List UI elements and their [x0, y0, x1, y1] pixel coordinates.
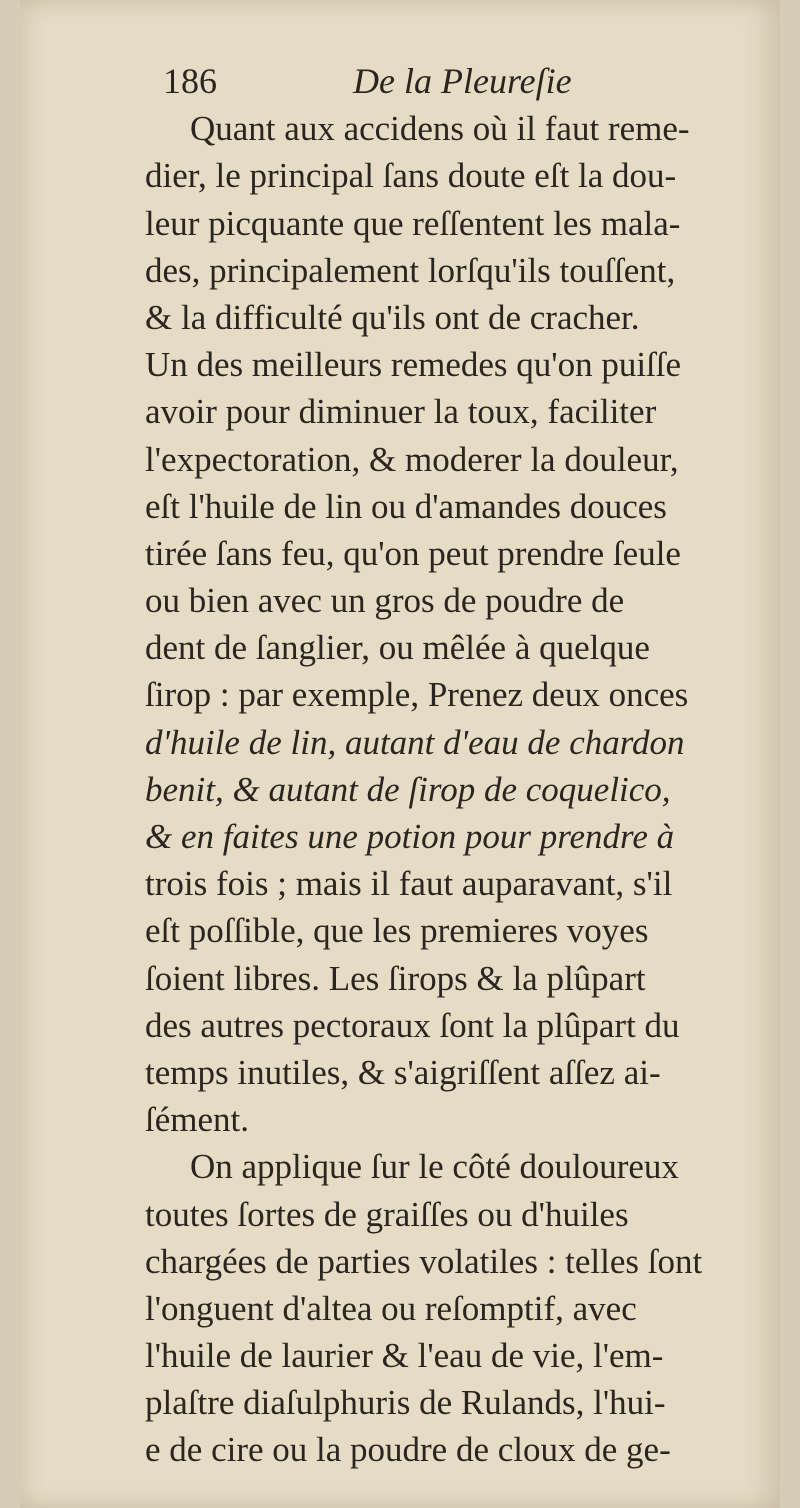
page-text [145, 58, 785, 1474]
text-line-italic: & en faites une potion pour prendre à [145, 817, 675, 856]
text-line: des, principalement lorſqu'ils touſſent, [145, 250, 676, 290]
text-line: avoir pour diminuer la toux, faciliter [145, 392, 657, 432]
page-header [145, 58, 785, 105]
running-title: De la Pleureſie [353, 61, 572, 101]
text-line: & la difficulté qu'ils ont de cracher. [145, 297, 640, 337]
text-line: ou bien avec un gros de poudre de [145, 581, 625, 621]
text-line: leur picquante que reſſentent les mala- [145, 203, 681, 243]
text-line: eſt poſſible, que les premieres voyes [145, 911, 649, 951]
paragraph-2 [145, 1143, 785, 1473]
text-line: toutes ſortes de graiſſes ou d'huiles [145, 1194, 629, 1234]
paragraph-1 [145, 105, 785, 1143]
text-line: temps inutiles, & s'aigriſſent aſſez ai- [145, 1052, 661, 1092]
text-line: plaſtre diaſulphuris de Rulands, l'hui- [145, 1383, 666, 1423]
text-line: On applique ſur le côté douloureux [190, 1147, 679, 1187]
text-line: des autres pectoraux ſont la plûpart du [145, 1005, 680, 1045]
page-number: 186 [163, 61, 217, 101]
text-line: Quant aux accidens où il faut reme- [190, 109, 690, 149]
text-line: ſément. [145, 1100, 249, 1140]
text-line: ſirop : par exemple, Prenez deux onces [145, 675, 689, 715]
text-line: ſoient libres. Les ſirops & la plûpart [145, 958, 646, 998]
text-line: dent de ſanglier, ou mêlée à quelque [145, 628, 650, 668]
text-line: eſt l'huile de lin ou d'amandes douces [145, 486, 667, 526]
text-line: e de cire ou la poudre de cloux de ge- [145, 1430, 671, 1470]
text-line: trois fois ; mais il faut auparavant, s'il [145, 864, 673, 904]
book-page [20, 0, 780, 1508]
text-line: l'huile de laurier & l'eau de vie, l'em- [145, 1336, 664, 1376]
text-line: l'onguent d'altea ou reſomptif, avec [145, 1288, 637, 1328]
text-line: tirée ſans feu, qu'on peut prendre ſeule [145, 533, 681, 573]
text-line-italic: d'huile de lin, autant d'eau de chardon [145, 722, 685, 762]
text-line: chargées de parties volatiles : telles ſont [145, 1241, 703, 1281]
text-line: l'expectoration, & moderer la douleur, [145, 439, 679, 479]
text-line-italic: benit, & autant de ſirop de coquelico, [145, 769, 671, 809]
text-line: Un des meilleurs remedes qu'on puiſſe [145, 345, 682, 385]
text-line: dier, le principal ſans doute eſt la dou- [145, 156, 677, 196]
